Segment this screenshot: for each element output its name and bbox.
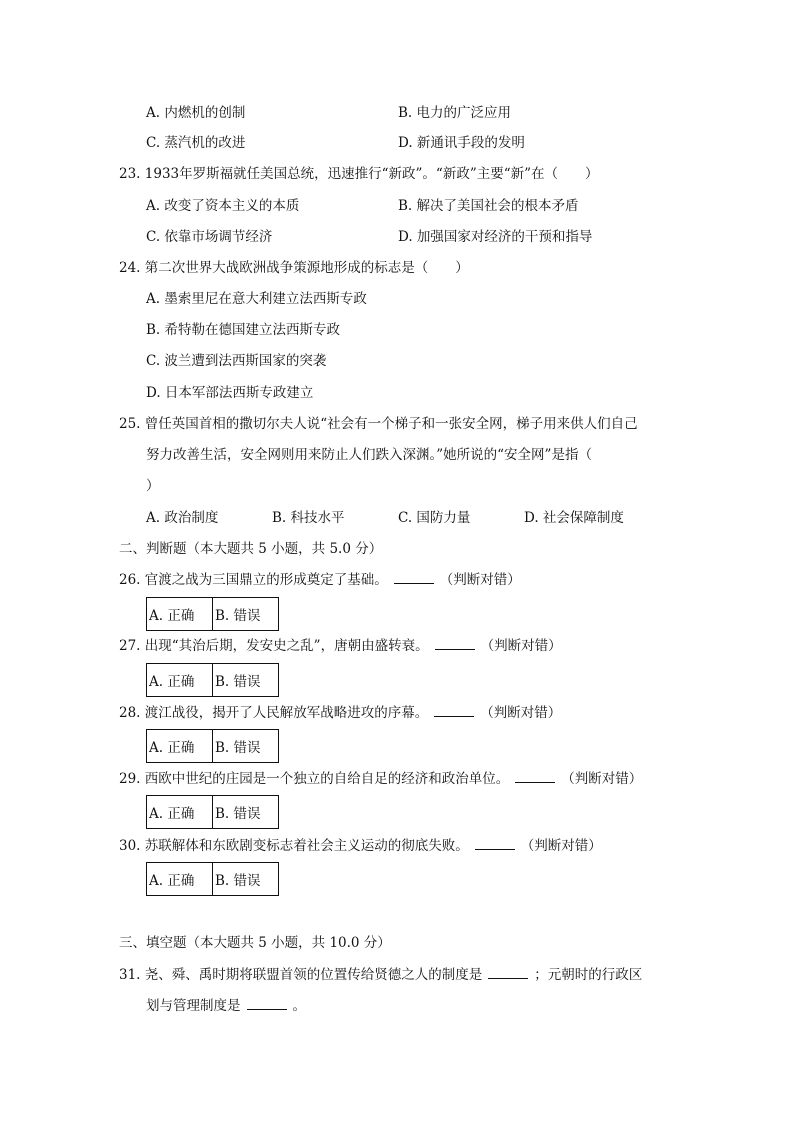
q25-stem-line2: 努力改善生活，安全网则用来防止人们跌入深渊。”她所说的“安全网”是指（ <box>146 447 592 463</box>
answer-blank[interactable] <box>394 571 434 584</box>
judge-q27-choice-box <box>146 663 279 697</box>
judge-q29-choice-box <box>146 795 279 829</box>
fill-blank-1[interactable] <box>488 966 528 979</box>
q24-option-c: C. 波兰遭到法西斯国家的突袭 <box>146 353 327 369</box>
q25-option-a: A. 政治制度 <box>146 510 219 526</box>
judge-q27-stem: 27. 出现“其治后期，发安史之乱”，唐朝由盛转衰。 （判断对错） <box>119 638 562 654</box>
q24-option-a: A. 墨索里尼在意大利建立法西斯专政 <box>146 291 367 307</box>
choice-correct[interactable]: A. 正确 <box>149 740 195 756</box>
q23-option-d: D. 加强国家对经济的干预和指导 <box>398 229 593 245</box>
answer-blank[interactable] <box>515 770 555 783</box>
choice-correct[interactable]: A. 正确 <box>149 608 195 624</box>
choice-correct[interactable]: A. 正确 <box>149 674 195 690</box>
judge-q26-stem: 26. 官渡之战为三国鼎立的形成奠定了基础。 （判断对错） <box>119 572 521 588</box>
q24-stem: 24. 第二次世界大战欧洲战争策源地形成的标志是（ ） <box>119 260 469 276</box>
choice-wrong[interactable]: B. 错误 <box>212 796 278 828</box>
q22-option-c: C. 蒸汽机的改进 <box>146 135 246 151</box>
q22-option-a: A. 内燃机的创制 <box>146 105 246 121</box>
q22-option-b: B. 电力的广泛应用 <box>398 105 512 121</box>
fill-blank-2[interactable] <box>247 997 287 1010</box>
choice-wrong[interactable]: B. 错误 <box>212 598 278 630</box>
judge-q28-stem: 28. 渡江战役，揭开了人民解放军战略进攻的序幕。 （判断对错） <box>119 705 562 721</box>
judge-q30-stem: 30. 苏联解体和东欧剧变标志着社会主义运动的彻底失败。 （判断对错） <box>119 838 602 854</box>
section-2-title: 二、判断题（本大题共 5 小题，共 5.0 分） <box>119 541 383 557</box>
q23-option-a: A. 改变了资本主义的本质 <box>146 198 300 214</box>
judge-q30-choice-box <box>146 862 279 896</box>
answer-blank[interactable] <box>435 637 475 650</box>
q25-stem-line3: ） <box>146 478 160 494</box>
judge-q28-choice-box <box>146 729 279 763</box>
section-3-title: 三、填空题（本大题共 5 小题，共 10.0 分） <box>119 935 391 951</box>
q25-option-d: D. 社会保障制度 <box>524 510 624 526</box>
answer-blank[interactable] <box>434 704 474 717</box>
choice-correct[interactable]: A. 正确 <box>149 806 195 822</box>
answer-blank[interactable] <box>475 837 515 850</box>
q22-option-d: D. 新通讯手段的发明 <box>398 135 525 151</box>
fill-q31-line1: 31. 尧、舜、禹时期将联盟首领的位置传给贤德之人的制度是 ；元朝时的行政区 <box>119 967 643 983</box>
choice-correct[interactable]: A. 正确 <box>149 873 195 889</box>
judge-q29-stem: 29. 西欧中世纪的庄园是一个独立的自给自足的经济和政治单位。 （判断对错） <box>119 771 643 787</box>
q25-option-c: C. 国防力量 <box>398 510 471 526</box>
judge-q26-choice-box <box>146 597 279 631</box>
q25-option-b: B. 科技水平 <box>272 510 345 526</box>
choice-wrong[interactable]: B. 错误 <box>212 863 278 895</box>
q24-option-d: D. 日本军部法西斯专政建立 <box>146 385 314 401</box>
q24-option-b: B. 希特勒在德国建立法西斯专政 <box>146 322 341 338</box>
q25-stem-line1: 25. 曾任英国首相的撒切尔夫人说“社会有一个梯子和一张安全网，梯子用来供人们自己 <box>119 416 638 432</box>
q23-option-b: B. 解决了美国社会的根本矛盾 <box>398 198 579 214</box>
fill-q31-line2: 划与管理制度是 。 <box>146 998 306 1014</box>
q23-stem: 23. 1933年罗斯福就任美国总统，迅速推行“新政”。“新政”主要“新”在（ ） <box>119 166 599 182</box>
choice-wrong[interactable]: B. 错误 <box>212 664 278 696</box>
choice-wrong[interactable]: B. 错误 <box>212 730 278 762</box>
q23-option-c: C. 依靠市场调节经济 <box>146 229 273 245</box>
